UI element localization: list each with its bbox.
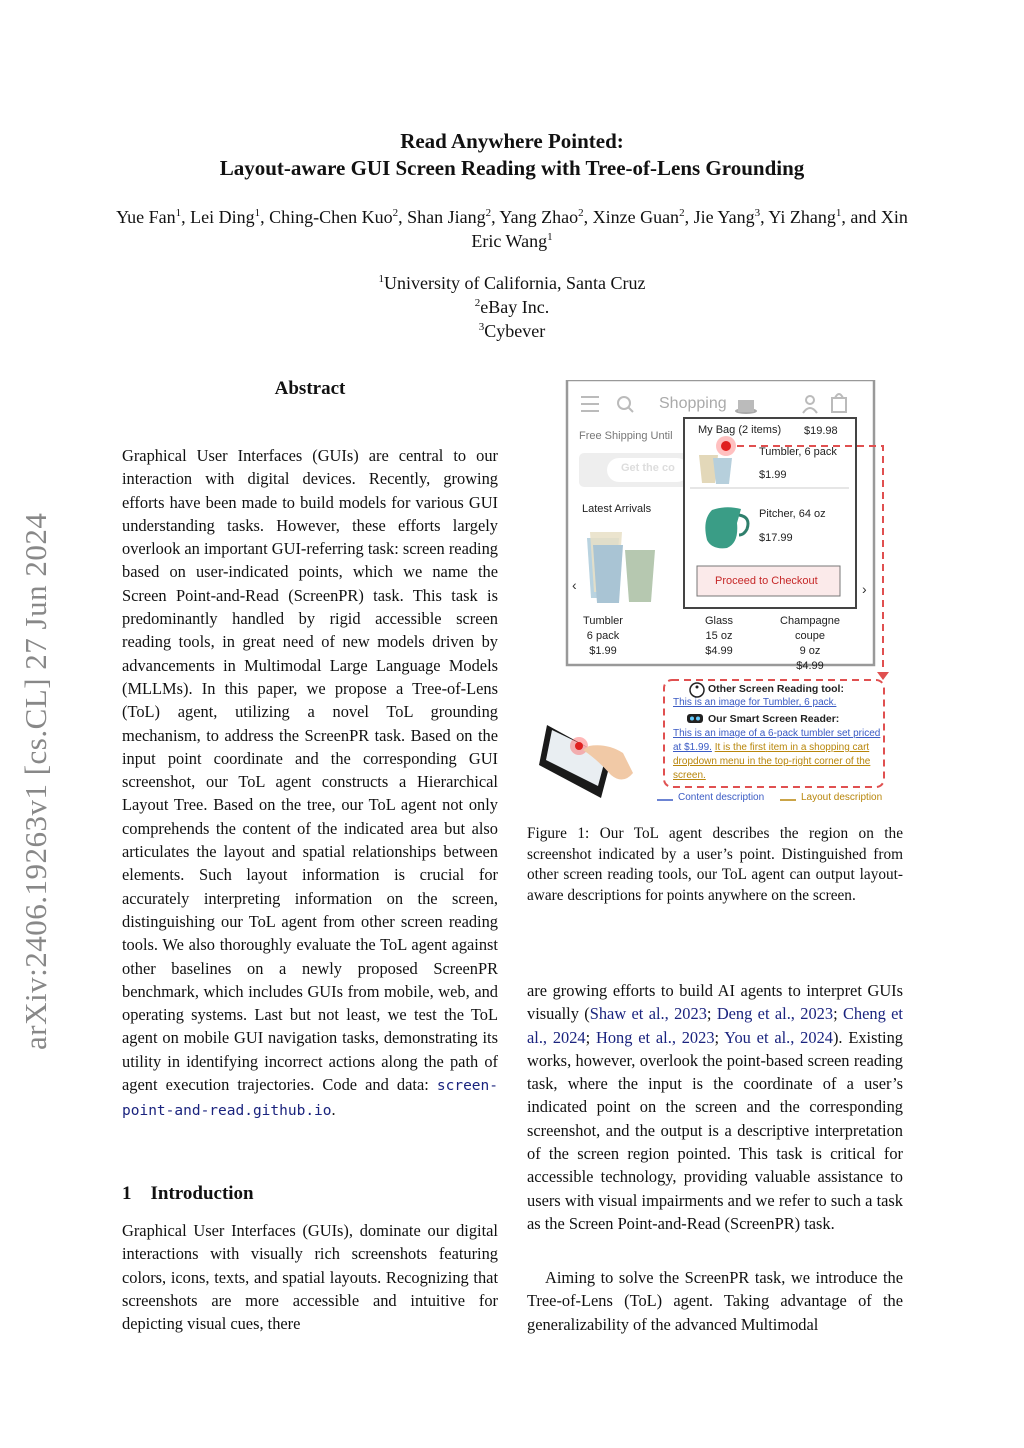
author-affiliation: 2 bbox=[485, 207, 492, 219]
product-card[interactable] bbox=[765, 614, 855, 674]
author-name: Yang Zhao bbox=[499, 207, 579, 227]
title-line-2: Layout-aware GUI Screen Reading with Tree-of-Lens Grounding bbox=[219, 156, 805, 180]
paper-title bbox=[0, 128, 1024, 182]
bag-item-name: Tumbler, 6 pack bbox=[759, 446, 837, 458]
author-list: Yue Fan$^1$, Lei Ding$^1$, Ching-Chen Kuo$^2$, Shan Jiang$^2$, Yang Zhao$^2$, Xinze Guan$^2$, Jie Yang$^3$, Yi Zhang$^1$, and Xin Eric Wang$^1$ bbox=[116, 207, 908, 251]
our-content-description: This is an image of a 6-pack tumbler set priced at $1.99. bbox=[673, 728, 881, 753]
our-layout-description: It is the first item in a shopping cart dropdown menu in the top-right corner of the screen. bbox=[673, 742, 871, 781]
point-dot bbox=[721, 441, 731, 451]
author-affiliation: 1 bbox=[175, 207, 182, 219]
code-link[interactable]: screen-point-and-read.github.io bbox=[122, 1078, 498, 1120]
other-reader-text: This is an image for Tumbler, 6 pack. bbox=[673, 697, 837, 708]
title-line-1: Read Anywhere Pointed: bbox=[400, 129, 624, 153]
and-word: and bbox=[850, 207, 877, 227]
free-shipping-text: Free Shipping Until bbox=[579, 430, 673, 442]
citation-link[interactable]: Cheng et al., 2024 bbox=[527, 1004, 903, 1047]
author-affiliation: 1 bbox=[547, 231, 553, 243]
affiliation-name: eBay Inc. bbox=[480, 297, 550, 317]
product-detail: 9 oz bbox=[799, 645, 821, 657]
author-name: Xinze Guan bbox=[592, 207, 680, 227]
our-reader-text bbox=[673, 727, 883, 783]
robot-icon bbox=[687, 714, 703, 723]
author-name: Shan Jiang bbox=[407, 207, 486, 227]
author-name: Ching-Chen Kuo bbox=[269, 207, 393, 227]
carousel-left-icon: ‹ bbox=[572, 577, 577, 593]
affiliation-line: $^2$eBay Inc. bbox=[474, 297, 550, 317]
author-affiliation: 2 bbox=[679, 207, 685, 219]
bag-item-price: $17.99 bbox=[759, 532, 793, 544]
affiliations bbox=[0, 271, 1024, 343]
affiliation-name: Cybever bbox=[484, 321, 546, 341]
author-name: Jie Yang bbox=[693, 207, 755, 227]
abstract-text: Graphical User Interfaces (GUIs) are central to our interaction with digital devices. Recently, growing efforts have been made to build models for various GUI understanding tasks. However, these efforts largely overlook an important GUI-referring task: screen reading based on user-indicated points, which we name the Screen Point-and-Read (ScreenPR) task. This task is predominantly handled by rigid accessible screen reading tools, in great need of new models driven by advancements in Multimodal Large Language Models (MLLMs). In this paper, we propose a Tree-of-Lens (ToL) agent, utilizing a novel ToL grounding mechanism, to address the ScreenPR task. Based on the input point coordinate and the corresponding GUI screenshot, our ToL agent constructs a Hierarchical Layout Tree. Based on the tree, our ToL agent not only comprehends the content of the indicated area but also articulates the layout and spatial relationships between elements. Such layout information is crucial for accurately interpreting information on the screen, distinguishing our ToL agent from other screen reading tools. We also thoroughly evaluate the ToL agent against other baselines on a newly proposed ScreenPR benchmark, which includes GUIs from mobile, web, and operating systems. Last but not least, we test the ToL agent on mobile GUI navigation tasks, demonstrating its utility in identifying incorrect actions along the path of agent execution trajectories. Code and data: bbox=[122, 446, 498, 1095]
bag-total: $19.98 bbox=[804, 425, 838, 437]
abstract-body bbox=[122, 444, 498, 1124]
intro-right-p1: are growing efforts to build AI agents to interpret GUIs visually (Shaw et al., 2023; Deng et al., 2023; Cheng et al., 2024; Hong et al., 2023; You et al., 2024). Existing works, however, overlook the point-based screen reading task, where the input is the coordinate of a user’s indicated point on the screen and the corresponding screenshot, and the output is a descriptive interpretation of the screen region pointed. This task is critical for accessible technology, providing valuable assistance to users with visual impairments and we refer to such a task as the Screen Point-and-Read (ScreenPR) task. bbox=[527, 981, 903, 1233]
section-number: 1 bbox=[122, 1183, 132, 1204]
arxiv-stamp: arXiv:2406.19263v1 [cs.CL] 27 Jun 2024 bbox=[18, 512, 53, 1050]
bag-item-price: $1.99 bbox=[759, 469, 787, 481]
abstract-end: . bbox=[331, 1100, 336, 1120]
product-name: Tumbler bbox=[583, 615, 623, 627]
citation-link[interactable]: Hong et al., 2023 bbox=[596, 1027, 715, 1047]
checkout-button[interactable]: Proceed to Checkout bbox=[715, 575, 818, 587]
affiliation-line: $^3$Cybever bbox=[478, 321, 546, 341]
product-card[interactable] bbox=[674, 614, 764, 659]
product-detail: 6 pack bbox=[586, 630, 620, 642]
author-name: Lei Ding bbox=[190, 207, 255, 227]
author-affiliation: 3 bbox=[754, 207, 761, 219]
legend-content-label: Content description bbox=[678, 792, 765, 803]
our-reader-title: Our Smart Screen Reader: bbox=[708, 713, 840, 725]
affiliation-name: University of California, Santa Cruz bbox=[384, 273, 646, 293]
get-button-label[interactable]: Get the co bbox=[621, 462, 675, 474]
intro-left-text: Graphical User Interfaces (GUIs), dominate our digital interactions with visually rich screenshots featuring colors, icons, texts, and spatial layouts. Recognizing that screenshots are more accessible and intuitive for depicting visual cues, there bbox=[122, 1221, 498, 1334]
p1-start: are growing efforts to build AI agents to interpret GUIs visually ( bbox=[527, 981, 903, 1024]
figure-1 bbox=[527, 380, 905, 810]
author-name: Yue Fan bbox=[116, 207, 176, 227]
affiliation-line: $^1$University of California, Santa Cruz bbox=[378, 273, 646, 293]
bag-item-name: Pitcher, 64 oz bbox=[759, 508, 826, 520]
intro-right-p2: Aiming to solve the ScreenPR task, we introduce the Tree-of-Lens (ToL) agent. Taking advantage of the generalizability of the advanced Multimodal bbox=[527, 1268, 903, 1334]
section-title: Introduction bbox=[150, 1183, 254, 1204]
product-name: Champagne coupe bbox=[780, 615, 840, 642]
abstract-heading: Abstract bbox=[274, 378, 346, 399]
author-affiliation: 2 bbox=[392, 207, 399, 219]
author-affiliation: 1 bbox=[835, 207, 842, 219]
author-affiliation: 2 bbox=[578, 207, 584, 219]
product-name: Glass bbox=[704, 615, 734, 627]
arrow-head bbox=[877, 672, 889, 680]
hand-phone-illustration bbox=[539, 725, 633, 798]
bag-tumbler-image bbox=[699, 455, 732, 484]
section-heading bbox=[122, 1183, 254, 1205]
carousel-right-icon: › bbox=[862, 581, 867, 597]
citation-link[interactable]: Deng et al., 2023 bbox=[716, 1004, 834, 1024]
product-price: $4.99 bbox=[705, 645, 733, 657]
p1-end: ). Existing works, however, overlook the point-based screen reading task, where the input is the coordinate of a user’s indicated point on the screen and the corresponding screenshot, and the output is a descriptive interpretation of the screen region pointed. This task is critical for accessible technology, providing valuable assistance to users with visual impairments and we refer to such a task as the Screen Point-and-Read (ScreenPR) task. bbox=[527, 1027, 903, 1233]
product-price: $4.99 bbox=[796, 660, 824, 672]
legend-layout-label: Layout description bbox=[801, 792, 883, 803]
bag-title: My Bag (2 items) bbox=[698, 424, 782, 436]
product-card[interactable] bbox=[558, 614, 648, 659]
product-detail: 15 oz bbox=[705, 630, 733, 642]
latest-arrivals-label: Latest Arrivals bbox=[582, 503, 652, 515]
citation-link[interactable]: Shaw et al., 2023 bbox=[589, 1004, 707, 1024]
product-price: $1.99 bbox=[589, 645, 617, 657]
app-header-title: Shopping bbox=[659, 395, 727, 412]
other-reader-title: Other Screen Reading tool: bbox=[708, 683, 844, 695]
author-name: Xin Eric Wang bbox=[471, 207, 908, 251]
author-affiliation: 1 bbox=[254, 207, 261, 219]
citation-link[interactable]: You et al., 2024 bbox=[724, 1027, 833, 1047]
figure-caption: Figure 1: Our ToL agent describes the region on the screenshot indicated by a user’s point. Distinguished from other screen reading tools, our ToL agent can output layout-aware descriptions for points anywhere on the screen. bbox=[527, 825, 903, 904]
author-name: Yi Zhang bbox=[768, 207, 836, 227]
